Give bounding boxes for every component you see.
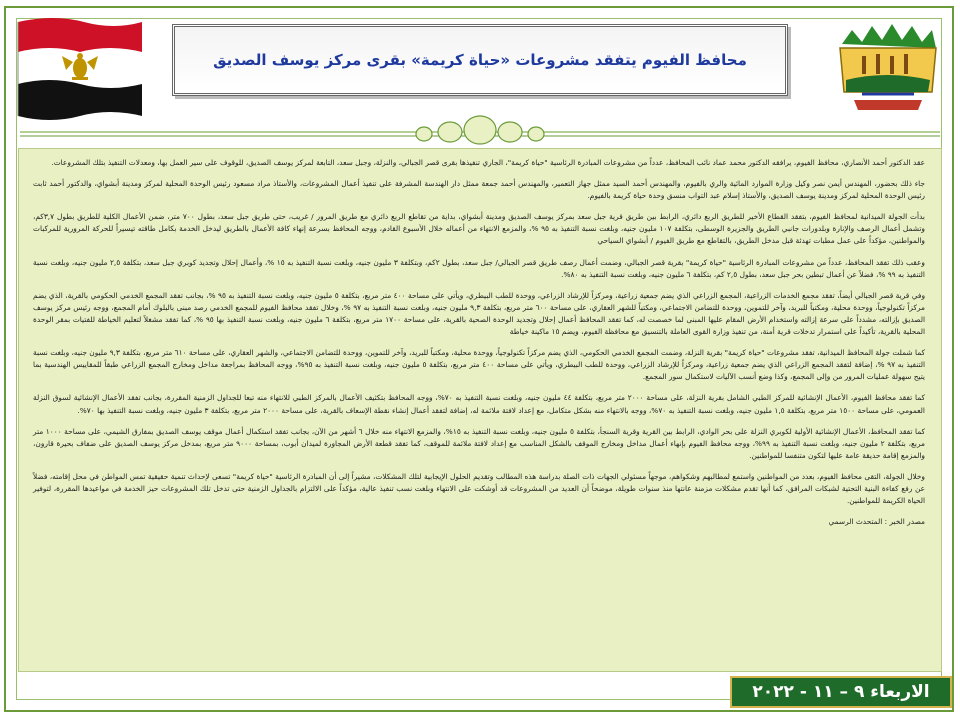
article-paragraph: وخلال الجولة، التقى محافظ الفيوم، بعدد من المواطنين واستمع لمطالبهم وشكواهم، موجهاً مسئولي الجهات ذات الصلة بدراسة هذه المطالب وتقديم الحلول الإيجابية لتلك المشكلات، مشيراً إلى أن المبادرة الرئاسية "حياة كريمة" تسعى لإحداث تنمية حقيقية تمس المواطن في محل إقامته، فضلاً عن رفع كفاءة البنية التحتية لشبكات المرافق، كما أنها تقدم مشكلات مزمنة عانتها منذ سنوات طويلة، موضحاً أن العديد من المشروعات قد أوشكت على الانتهاء وبلغت نسب تنفيذ عالية، مؤكداً على الالتزام بالجداول الزمنية حتى تدخل تلك المشروعات حيز الخدمة في مواعيدها المقررة، لتوفير الحياة الكريمة للمواطنين. bbox=[33, 471, 925, 506]
article-paragraph: وفي قرية قصر الجبالي أيضاً، تفقد مجمع الخدمات الزراعية، المجمع الزراعي الذي يضم جمعية زراعية، ومركزاً للإرشاد الزراعي، ووحدة للطب البيطري، ويأتي على مساحة ٤٠٠ متر مربع، بتكلفة ٥ مليون جنيه، وبلغت نسبة التنفيذ به ٩٥ %، بجانب تفقد المجمع الخدمي الحكومي بالقرية، الذي يضم مركزاً تكنولوجياً، ووحدة محلية، ومكتباً للبريد، وآخر للتموين، ووحدة للتضامن الاجتماعي، ومكتباً للشهر العقاري، على مساحة ٦٠٠ متر مربع، بتكلفة ٩,٣ مليون جنيه، وبلغت نسبة التنفيذ به ٩٧ %، وخلال تفقد محافظ الفيوم للمجمع الخدمي رصد مبنى بالبلوك أمام المجمع، ووجه رئيس مركز يوسف الصديق بإزالته، مشدداً على سرعة إزالته واستخدام الأرض المقام عليها المبنى لما خصصت له، كما تفقد المحافظ أعمال إحلال وتجديد الوحدة الصحية بالقرية، على مساحة ١٧٠٠ متر مربع، بتكلفة ٦ مليون جنيه، وبلغت نسبة التنفيذ بها ٩٥ %، كما تفقد مشغلاً لتعليم الخياطة للفتيات بمقر الوحدة المحلية بالقرية، تأكيداً على استمرار تدخلات قرية أمنة، من تنفيذ وزارة القوى العاملة بالتنسيق مع محافظة الفيوم، ويضم ١٥ ماكينة خياطة bbox=[33, 290, 926, 337]
article-paragraph: بدأت الجولة الميدانية لمحافظ الفيوم، بتفقد القطاع الأخير للطريق الربع دائري، الرابط بين طريق قرية جبل سعد بمركز يوسف الصديق ومدينة أبشواي، بداية من تقاطع الربع دائري مع طريق المرور / غريب، حتى طريق جبل سعد، بطول ٧٠٠ متر، ضمن الأعمال الكلية للطريق بطول ٣,٧كم، وتشمل أعمال الرصف والإنارة وبلدورات جانبي الطريق والجزيرة الوسطى، بتكلفة ١٠٧ مليون جنيه، وبلغت نسبة التنفيذ به ٩٥ %، والمزمع الانتهاء من أعماله خلال الأسبوع القادم، ووجه المحافظ بسرعة إنهاء كافة الأعمال بالطريق ليدخل الخدمة بكامل طاقته تيسيراً للحركة المرورية للمركبات والمواطنين، مؤكداً على عمل مطبات تهدئة قبل مدخل الطريق، بالتقاطع مع طريق الفيوم / أبشواي السياحي bbox=[33, 212, 925, 246]
article-body bbox=[18, 148, 942, 672]
title-box bbox=[172, 24, 788, 96]
article-paragraph: جاء ذلك بحضور، المهندس أيمن نصر وكيل وزارة الموارد المائية والري بالفيوم، والمهندس أحمد السيد ممثل جهاز التعمير، والمهندس أحمد جمعة ممثل دار الهندسة المشرفة على تنفيذ أعمال المشروعات، والأستاذ مراد مسعود رئيس الوحدة المحلية لمركز ومدينة أبشواي، والدكتور أحمد ثابت رئيس الوحدة المحلية لمركز ومدينة يوسف الصديق، والأستاذ إسلام عبد التواب منسق وحدة حياة كريمة بالفيوم. bbox=[33, 179, 925, 201]
article-paragraph: كما تفقد المحافظ، الأعمال الإنشائية الأولية لكوبري النزلة على بحر الوادي، الرابط بين القرية وقرية السنجأ، بتكلفة ٥ مليون جنيه، وبلغت نسبة التنفيذ به ١٥%، والمزمع الانتهاء منه خلال ٦ أشهر من الآن، بجانب تفقد استكمال أعمال موقف يوسف الصديق بمفارق الشيمي، على مساحة ١٠٠٠ متر مربع، بتكلفة ٢ مليون جنيه، وبلغت نسبة التنفيذ به ٩٩%، ووجه محافظ الفيوم بإنهاء أعمال مداخل ومخارج الموقف بالشكل المناسب مع إعداد لافتة ملائمة للموقف، كما تفقد قطعة الأرض المجاورة لميدان أبوب، بمساحة ٩٠٠٠ متر مربع، بمدخل مركز يوسف الصديق على ضفاف بحيرة قارون، والمزمع إقامة حديقة عامة عليها لتكون متنفسا للمواطنين. bbox=[33, 426, 925, 460]
egypt-flag-icon bbox=[14, 12, 146, 120]
article-paragraph: كما تفقد محافظ الفيوم، الأعمال الإنشائية للمركز الطبي الشامل بقرية النزلة، على مساحة ٢٠٠٠ متر مربع، بتكلفة ٤٤ مليون جنيه، وبلغت نسبة التنفيذ به ٧٠%، ووجه المحافظ بتكثيف الأعمال بالمركز الطبي للانتهاء منه تبعا للجداول الزمنية المقررة، بجانب تفقد الأعمال الإنشائية لسوق النزلة العمومي، على مساحة ١٥٠٠ متر مربع، بتكلفة ١,٥ مليون جنيه، وبلغت نسبة التنفيذ به ٧٠%، ووجه بالانتهاء منه بشكل متكامل، مع إعداد لافتة ملائمة له، إضافة لتفقد أعمال إنشاء نقطة الإسعاف بالقرية، على مساحة ٢٠٠٠ متر مربع، بتكلفة ٣ مليون جنيه، وبلغت نسبة التنفيذ بها ٧٠%. bbox=[33, 393, 925, 415]
date-text: الاربعاء ٩ – ١١ - ٢٠٢٢ bbox=[752, 682, 930, 702]
ornament-divider bbox=[20, 108, 940, 146]
date-banner bbox=[730, 676, 952, 708]
article-paragraph: وعقب ذلك تفقد المحافظ، عدداً من مشروعات المبادرة الرئاسية "حياة كريمة" بقرية قصر الجبالي، وضمت أعمال رصف طريق قصر الجبالي/ جبل سعد، بطول ٢كم، وبتكلفة ٣ مليون جنيه، وبلغت نسبة التنفيذ به ١٥ %، وأعمال إحلال وتجديد كوبري جبل سعد، بتكلفة ٢,٥ مليون جنيه، وبلغت نسبة التنفيذ به ٩٩ %، فضلاً عن أعمال تبطين بحر جبل سعد، بطول ٢,٥ كم، بتكلفة ٦ مليون جنيه، وبلغت نسبة التنفيذ به ٨٠%. bbox=[33, 257, 925, 279]
fayoum-governorate-logo-icon bbox=[832, 14, 942, 114]
news-source: مصدر الخبر : المتحدث الرسمي bbox=[828, 517, 925, 527]
page-title: محافظ الفيوم يتفقد مشروعات «حياة كريمة» بقرى مركز يوسف الصديق bbox=[213, 51, 747, 69]
article-paragraph: عقد الدكتور أحمد الأنصاري، محافظ الفيوم، يرافقه الدكتور محمد عماد نائب المحافظ، عدداً من مشروعات المبادرة الرئاسية "حياة كريمة"، الجاري تنفيذها بقرى قصر الجبالي، والنزلة، وجبل سعد، التابعة لمركز يوسف الصديق، للوقوف على سير العمل بها، ومعدلات التنفيذ بتلك المشروعات. bbox=[51, 158, 925, 167]
article-paragraph: كما شملت جولة المحافظ الميدانية، تفقد مشروعات "حياة كريمة" بقرية النزلة، وضمت المجمع الخدمي الحكومي، الذي يضم مركزاً تكنولوجياً، ووحدة محلية، ومكتباً للبريد، وآخر للتموين، ووحدة للتضامن الاجتماعي، والشهر العقاري، على مساحة ٦١٠ متر مربع، بتكلفة ٩,٣ مليون جنيه، وبلغت نسبة التنفيذ به ٩٧ %، إضافة لتفقد المجمع الزراعي الذي يضم جمعية زراعية، ومركزاً للإرشاد الزراعي، ووحدة للطب البيطري، ويأتي على مساحة ٤٠٠ متر مربع، بتكلفة ٥ مليون جنيه، وبلغت نسبة التنفيذ به ٩٥%، ووجه المحافظ بمراجعة مداخل ومخارج المجمع الزراعي طبقاً للمقاييس الهندسية بما يتيح سهولة عمليات المرور من وإلى المجمع، وكذا وضع أنسب الآليات لاستكمال سور المجمع. bbox=[33, 348, 926, 382]
